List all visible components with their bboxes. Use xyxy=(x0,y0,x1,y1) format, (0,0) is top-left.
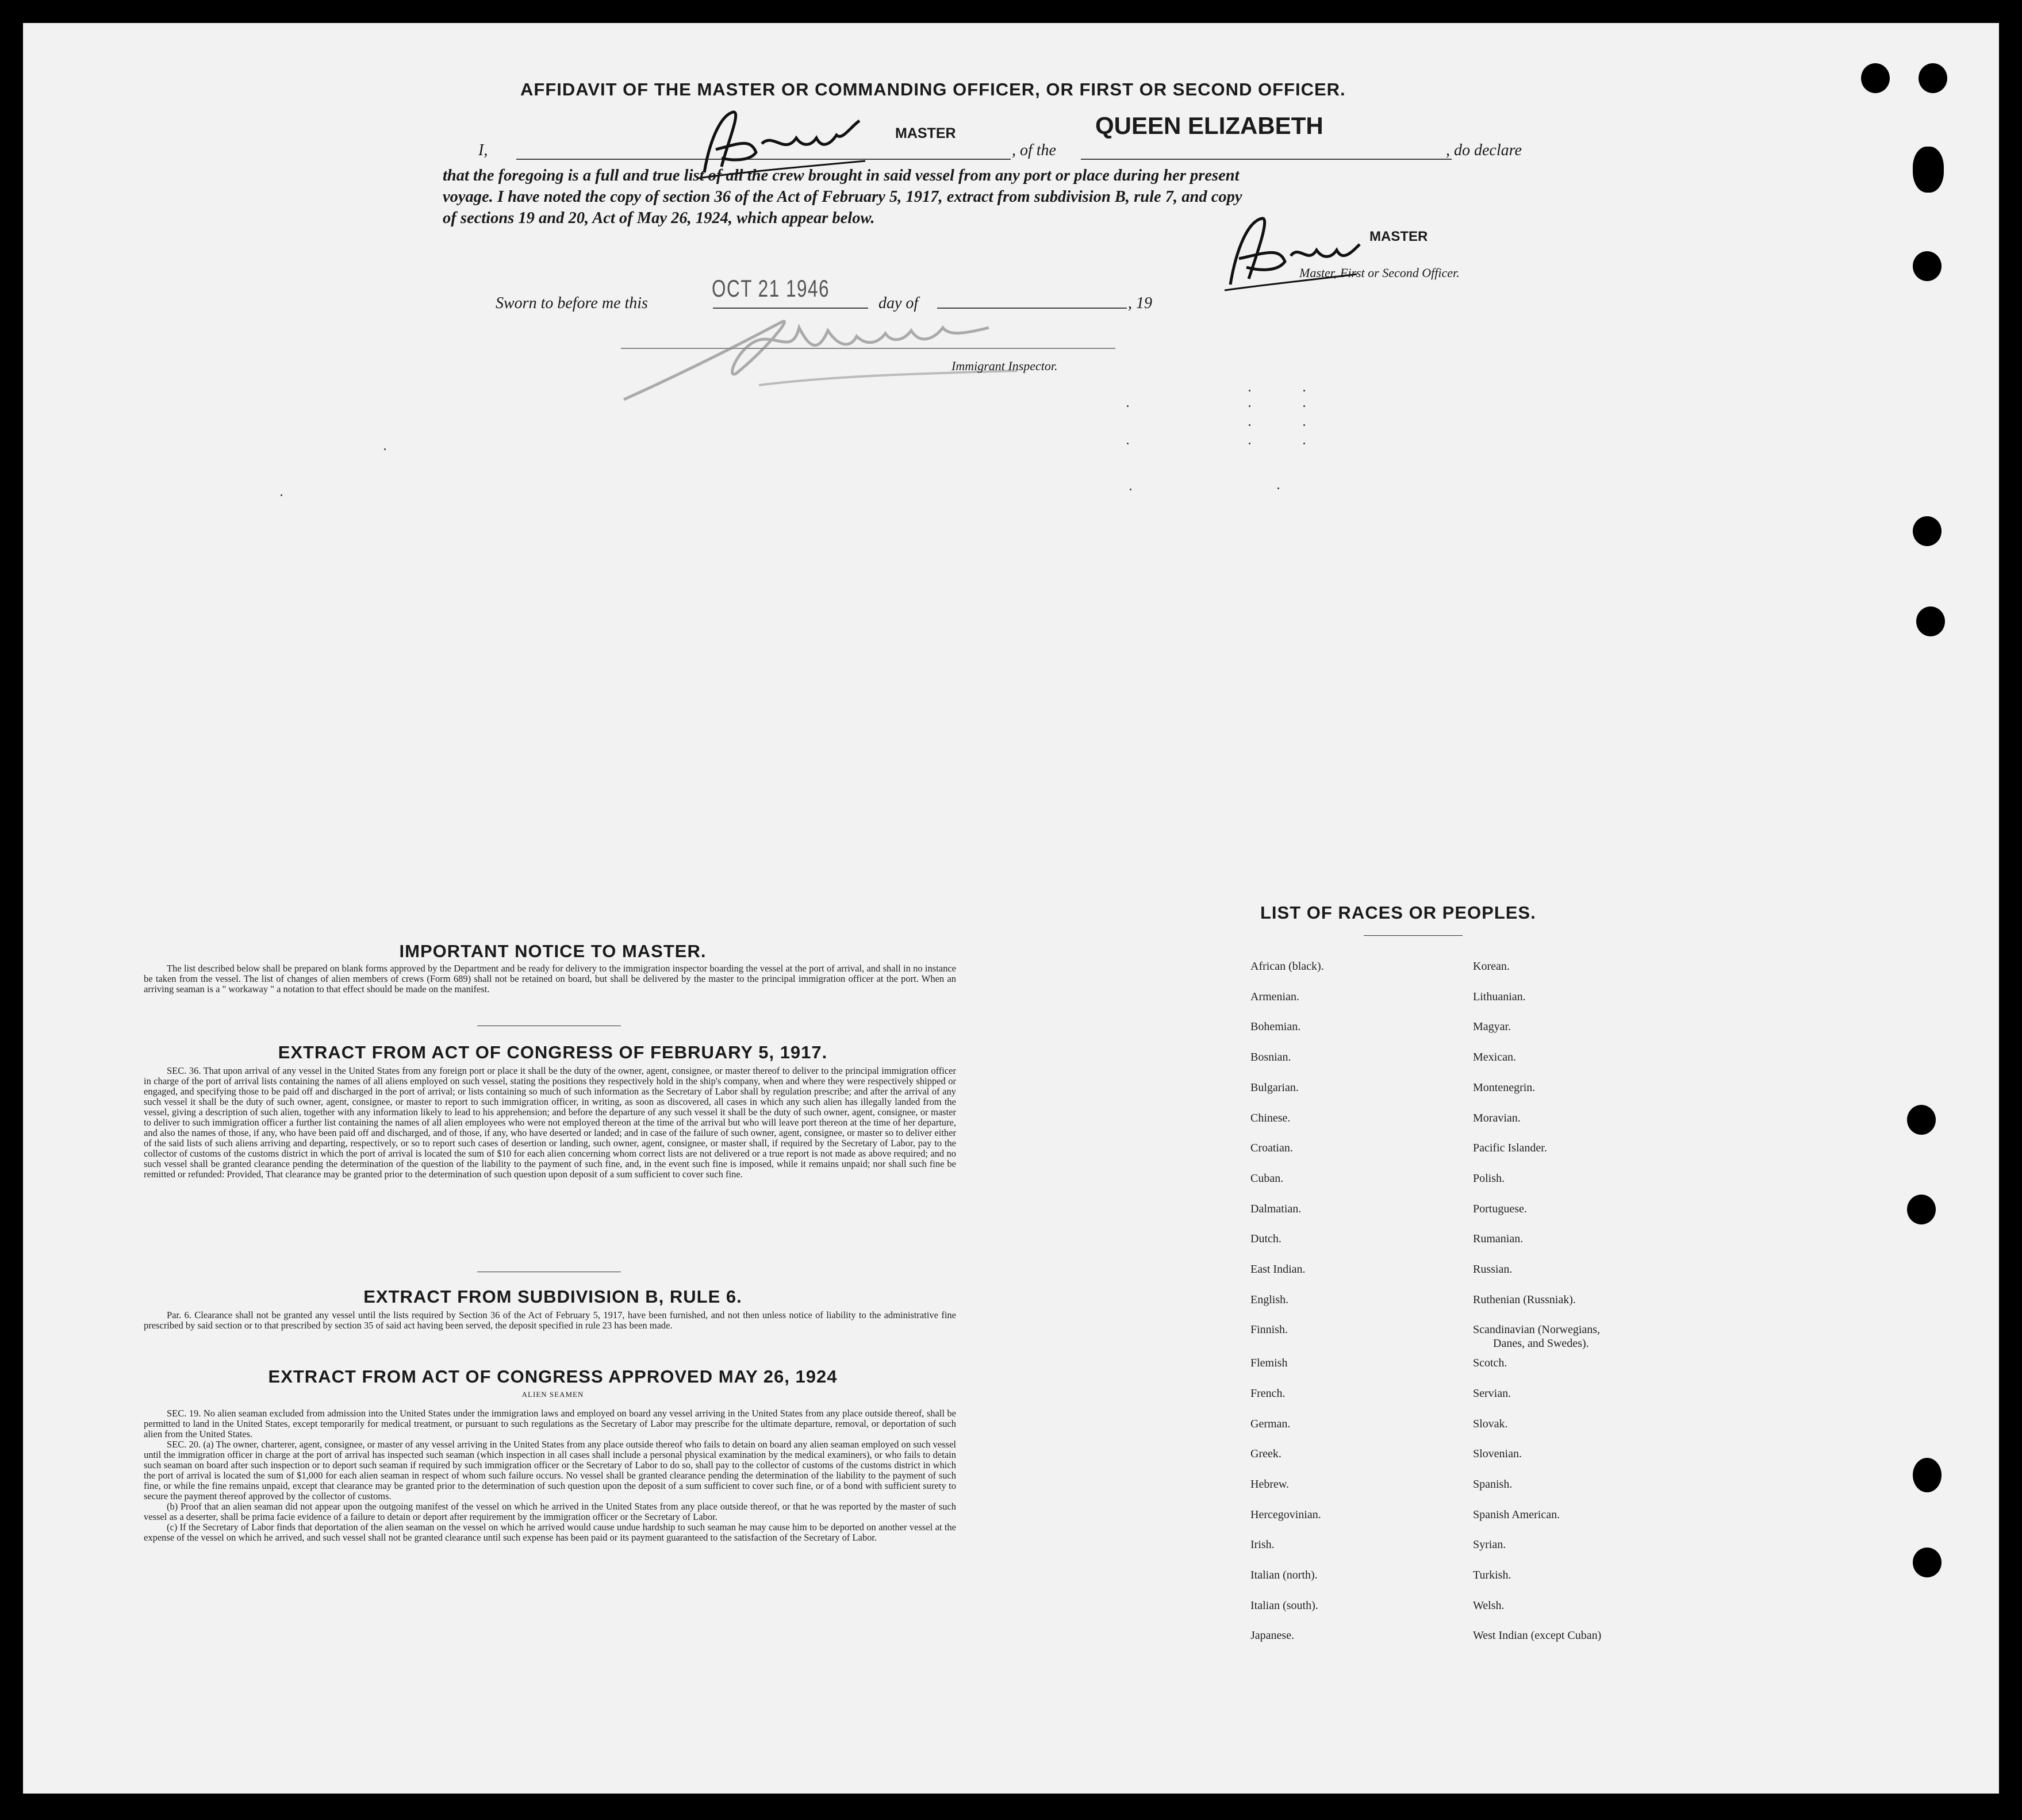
signature-caption: Master, First or Second Officer. xyxy=(1299,266,1460,280)
of-the-label: , of the xyxy=(1012,141,1056,159)
affidavit-text-2: voyage. I have noted the copy of section 36 of the Act of February 5, 1917, extract from subdivision B, rule 7, and copy xyxy=(443,188,1242,206)
sworn-date-stamp: OCT 21 1946 xyxy=(712,275,830,302)
race-item: Bohemian. xyxy=(1250,1020,1301,1033)
i-label: I, xyxy=(478,141,488,159)
punch-hole xyxy=(1913,516,1942,546)
race-item: French. xyxy=(1250,1387,1286,1400)
punch-hole xyxy=(1913,147,1944,193)
race-item: Servian. xyxy=(1473,1387,1511,1400)
race-item: Croatian. xyxy=(1250,1142,1293,1154)
subdivision-b-text xyxy=(144,1310,956,1331)
speck xyxy=(1249,390,1250,391)
race-item: African (black). xyxy=(1250,960,1324,973)
race-item: Dutch. xyxy=(1250,1232,1282,1245)
race-item: Dalmatian. xyxy=(1250,1203,1302,1215)
race-item: Chinese. xyxy=(1250,1112,1291,1124)
race-item: West Indian (except Cuban) xyxy=(1473,1629,1602,1642)
extract-1924-text xyxy=(144,1408,956,1543)
punch-hole xyxy=(1913,251,1942,281)
race-item: Hebrew. xyxy=(1250,1478,1290,1491)
subdivision-b-title: EXTRACT FROM SUBDIVISION B, RULE 6. xyxy=(363,1287,742,1307)
race-item: Turkish. xyxy=(1473,1569,1511,1581)
race-item: Spanish. xyxy=(1473,1478,1513,1491)
race-item: Welsh. xyxy=(1473,1599,1505,1612)
race-item: Bosnian. xyxy=(1250,1051,1291,1063)
extract-1924-paragraph: SEC. 19. No alien seaman excluded from admission into the United States under the immigration laws and employed on board any vessel arriving in the United States from any place outside thereof, shall be permitted to land in the United States, except temporarily for medical treatment, or pursuant to such regulations as the Secretary of Labor may prescribe for the ultimate departure, removal, or deportation of such alien from the United States. xyxy=(144,1408,956,1439)
race-item: Russian. xyxy=(1473,1263,1513,1276)
punch-hole xyxy=(1913,1548,1942,1577)
speck xyxy=(1130,489,1131,490)
subdivision-b-paragraph: Par. 6. Clearance shall not be granted any vessel until the lists required by Section 36 of the Act of February 5, 1917, have been furnished, and not then unless notice of liability to the administrative fine prescribed by said section or to that prescribed by section 35 of said act having been served, the deposit specified in rule 23 has been made. xyxy=(144,1310,956,1331)
extract-1924-title: EXTRACT FROM ACT OF CONGRESS APPROVED MAY 26, 1924 xyxy=(268,1366,838,1387)
affidavit-title: AFFIDAVIT OF THE MASTER OR COMMANDING OFFICER, OR FIRST OR SECOND OFFICER. xyxy=(520,79,1346,99)
notice-paragraph: The list described below shall be prepared on blank forms approved by the Department and be ready for delivery to the immigration inspector boarding the vessel at the port of arrival, and shall in no instance be taken from the vessel. The list of changes of alien members of crews (Form 689) shall not be retained on board, but shall be delivered by the master to the principal immigration officer at the port. When an arriving seaman is a " workaway " a notation to that effect should be made on the manifest. xyxy=(144,963,956,995)
speck xyxy=(1127,405,1129,407)
year-label: , 19 xyxy=(1128,294,1152,312)
speck xyxy=(1127,443,1129,444)
race-item: Flemish xyxy=(1250,1357,1288,1369)
extract-1917-title: EXTRACT FROM ACT OF CONGRESS OF FEBRUARY 5, 1917. xyxy=(278,1042,828,1062)
affidavit-text-1: that the foregoing is a full and true list of all the crew brought in said vessel from any port or place during her present xyxy=(443,167,1240,185)
punch-hole xyxy=(1861,63,1890,93)
race-item: Magyar. xyxy=(1473,1020,1511,1033)
officer-signature xyxy=(1213,204,1363,296)
speck xyxy=(1303,424,1305,426)
extract-1917-paragraph: SEC. 36. That upon arrival of any vessel in the United States from any foreign port or place it shall be the duty of the owner, agent, consignee, or master thereof to deliver to the principal immigration officer in charge of the port of arrival lists containing the names of all aliens employed on such vessel, stating the positions they respectively hold in the ship's company, when and where they were respectively shipped or engaged, and specifying those to be paid off and discharged in the port of arrival; or lists containing so much of such information as the Secretary of Labor shall by regulation prescribe; and after the arrival of any such vessel it shall be the duty of such owner, agent, consignee, or master to report to such immigration officer, in writing, as soon as discovered, all cases in which any such alien has illegally landed from the vessel, giving a description of such alien, together with any information likely to lead to his apprehension; and before the departure of any such vessel it shall be the duty of such owner, agent, consignee, or master to deliver to such immigration officer a further list containing the names of all alien employees who were not employed thereon at the time of the arrival but who will leave port thereon at the time of her departure, and also the names of those, if any, who have been paid off and discharged, and of those, if any, who have deserted or landed; and in case of the failure of such owner, agent, consignee, or master so to deliver either of the said lists of such aliens arriving and departing, respectively, or so to report such cases of desertion or landing, such owner, agent, consignee, or master shall, if required by the Secretary of Labor, pay to the collector of customs of the customs district in which the port of arrival is located the sum of $10 for each alien concerning whom correct lists are not delivered or a true report is not made as above required; and no such vessel shall be granted clearance pending the determination of the question of the liability to the payment of such fine, and, in the event such fine is imposed, while it remains unpaid; nor shall such fine be remitted or refunded: Provided, That clearance may be granted prior to the determination of such question upon deposit of a sum sufficient to cover such fine. xyxy=(144,1065,956,1180)
affidavit-text-3: of sections 19 and 20, Act of May 26, 1924, which appear below. xyxy=(443,209,875,227)
race-item: Montenegrin. xyxy=(1473,1081,1536,1094)
race-item: Lithuanian. xyxy=(1473,990,1526,1003)
punch-hole xyxy=(1907,1195,1936,1224)
day-of-label: day of xyxy=(878,294,919,312)
master-typed: MASTER xyxy=(895,125,956,141)
punch-hole xyxy=(1913,1458,1942,1492)
speck xyxy=(1249,443,1250,444)
race-item: Korean. xyxy=(1473,960,1510,973)
race-item: Irish. xyxy=(1250,1538,1275,1551)
speck xyxy=(1303,390,1305,391)
speck xyxy=(1249,424,1250,426)
extract-1924-paragraph: SEC. 20. (a) The owner, charterer, agent, consignee, or master of any vessel arriving in the United States from any place outside thereof who fails to detain on board any alien seaman employed on such vessel until the immigration officer in charge at the port of arrival has inspected such seaman (which inspection in all cases shall include a personal physical examination by the medical examiners), or who fails to detain such seaman on board after such inspection or to deport such seaman if required by such immigration officer or the Secretary of Labor to do so, shall pay to the collector of customs of the customs district in which the port of arrival is located the sum of $1,000 for each alien seaman in respect of whom such failure occurs. No vessel shall be granted clearance pending the determination of the liability to the payment of such fine, or while the fine remains unpaid, except that clearance may be granted prior to the determination of such question upon the deposit of a sum sufficient to cover such fine, or of a bond with sufficient surety to secure the payment thereof approved by the collector of customs. xyxy=(144,1439,956,1502)
race-item: East Indian. xyxy=(1250,1263,1306,1276)
punch-hole xyxy=(1919,63,1947,93)
extract-1924-paragraph: (c) If the Secretary of Labor finds that deportation of the alien seaman on the vessel on which he arrived would cause undue hardship to such seaman he may cause him to be deported on another vessel at the expense of the vessel on which he arrived, and such vessel shall not be granted clearance until such expense has been paid or its payment guaranteed to the satisfaction of the Secretary of Labor. xyxy=(144,1522,956,1543)
inspector-signature xyxy=(621,305,1023,408)
speck xyxy=(1277,487,1279,489)
race-item: Slovak. xyxy=(1473,1418,1508,1430)
speck xyxy=(281,494,282,496)
race-item: Finnish. xyxy=(1250,1323,1288,1336)
inspector-line xyxy=(621,348,1115,349)
race-item: Portuguese. xyxy=(1473,1203,1527,1215)
notice-text xyxy=(144,963,956,995)
inspector-caption: Immigrant Inspector. xyxy=(951,359,1058,373)
race-item: Scotch. xyxy=(1473,1357,1507,1369)
sworn-label: Sworn to before me this xyxy=(496,294,648,312)
speck xyxy=(1249,405,1250,407)
race-item: Pacific Islander. xyxy=(1473,1142,1547,1154)
signature-typed-master: MASTER xyxy=(1369,229,1428,244)
races-title: LIST OF RACES OR PEOPLES. xyxy=(1260,903,1536,923)
race-item: Cuban. xyxy=(1250,1172,1284,1185)
extract-1924-subtitle: ALIEN SEAMEN xyxy=(521,1390,584,1399)
race-item: Danes, and Swedes). xyxy=(1493,1337,1589,1350)
race-item: English. xyxy=(1250,1293,1289,1306)
punch-hole xyxy=(1916,606,1945,636)
race-item: Bulgarian. xyxy=(1250,1081,1299,1094)
vessel-name: QUEEN ELIZABETH xyxy=(1095,112,1323,139)
race-item: Syrian. xyxy=(1473,1538,1506,1551)
race-item: Ruthenian (Russniak). xyxy=(1473,1293,1576,1306)
punch-hole xyxy=(1907,1105,1936,1135)
vessel-line xyxy=(1081,159,1452,160)
extract-1924-paragraph: (b) Proof that an alien seaman did not appear upon the outgoing manifest of the vessel on which he arrived in the United States from any place outside thereof, or that he was reported by the master of such vessel as a deserter, shall be prima facie evidence of a failure to detain or deport after requirement by the immigration officer or the Secretary of Labor. xyxy=(144,1501,956,1522)
race-item: Spanish American. xyxy=(1473,1508,1560,1521)
notice-title: IMPORTANT NOTICE TO MASTER. xyxy=(399,941,707,961)
race-item: Polish. xyxy=(1473,1172,1505,1185)
race-item: Mexican. xyxy=(1473,1051,1516,1063)
do-declare-label: , do declare xyxy=(1446,141,1522,159)
race-item: Japanese. xyxy=(1250,1629,1295,1642)
race-item: German. xyxy=(1250,1418,1291,1430)
race-item: Moravian. xyxy=(1473,1112,1521,1124)
race-item: Scandinavian (Norwegians, xyxy=(1473,1323,1601,1336)
race-item: Rumanian. xyxy=(1473,1232,1524,1245)
divider xyxy=(1364,935,1463,936)
speck xyxy=(384,448,386,450)
race-item: Greek. xyxy=(1250,1447,1282,1460)
speck xyxy=(1303,443,1305,444)
extract-1917-text xyxy=(144,1066,956,1180)
race-item: Italian (south). xyxy=(1250,1599,1318,1612)
race-item: Slovenian. xyxy=(1473,1447,1522,1460)
race-item: Armenian. xyxy=(1250,990,1299,1003)
race-item: Italian (north). xyxy=(1250,1569,1318,1581)
race-item: Hercegovinian. xyxy=(1250,1508,1321,1521)
speck xyxy=(1303,405,1305,407)
